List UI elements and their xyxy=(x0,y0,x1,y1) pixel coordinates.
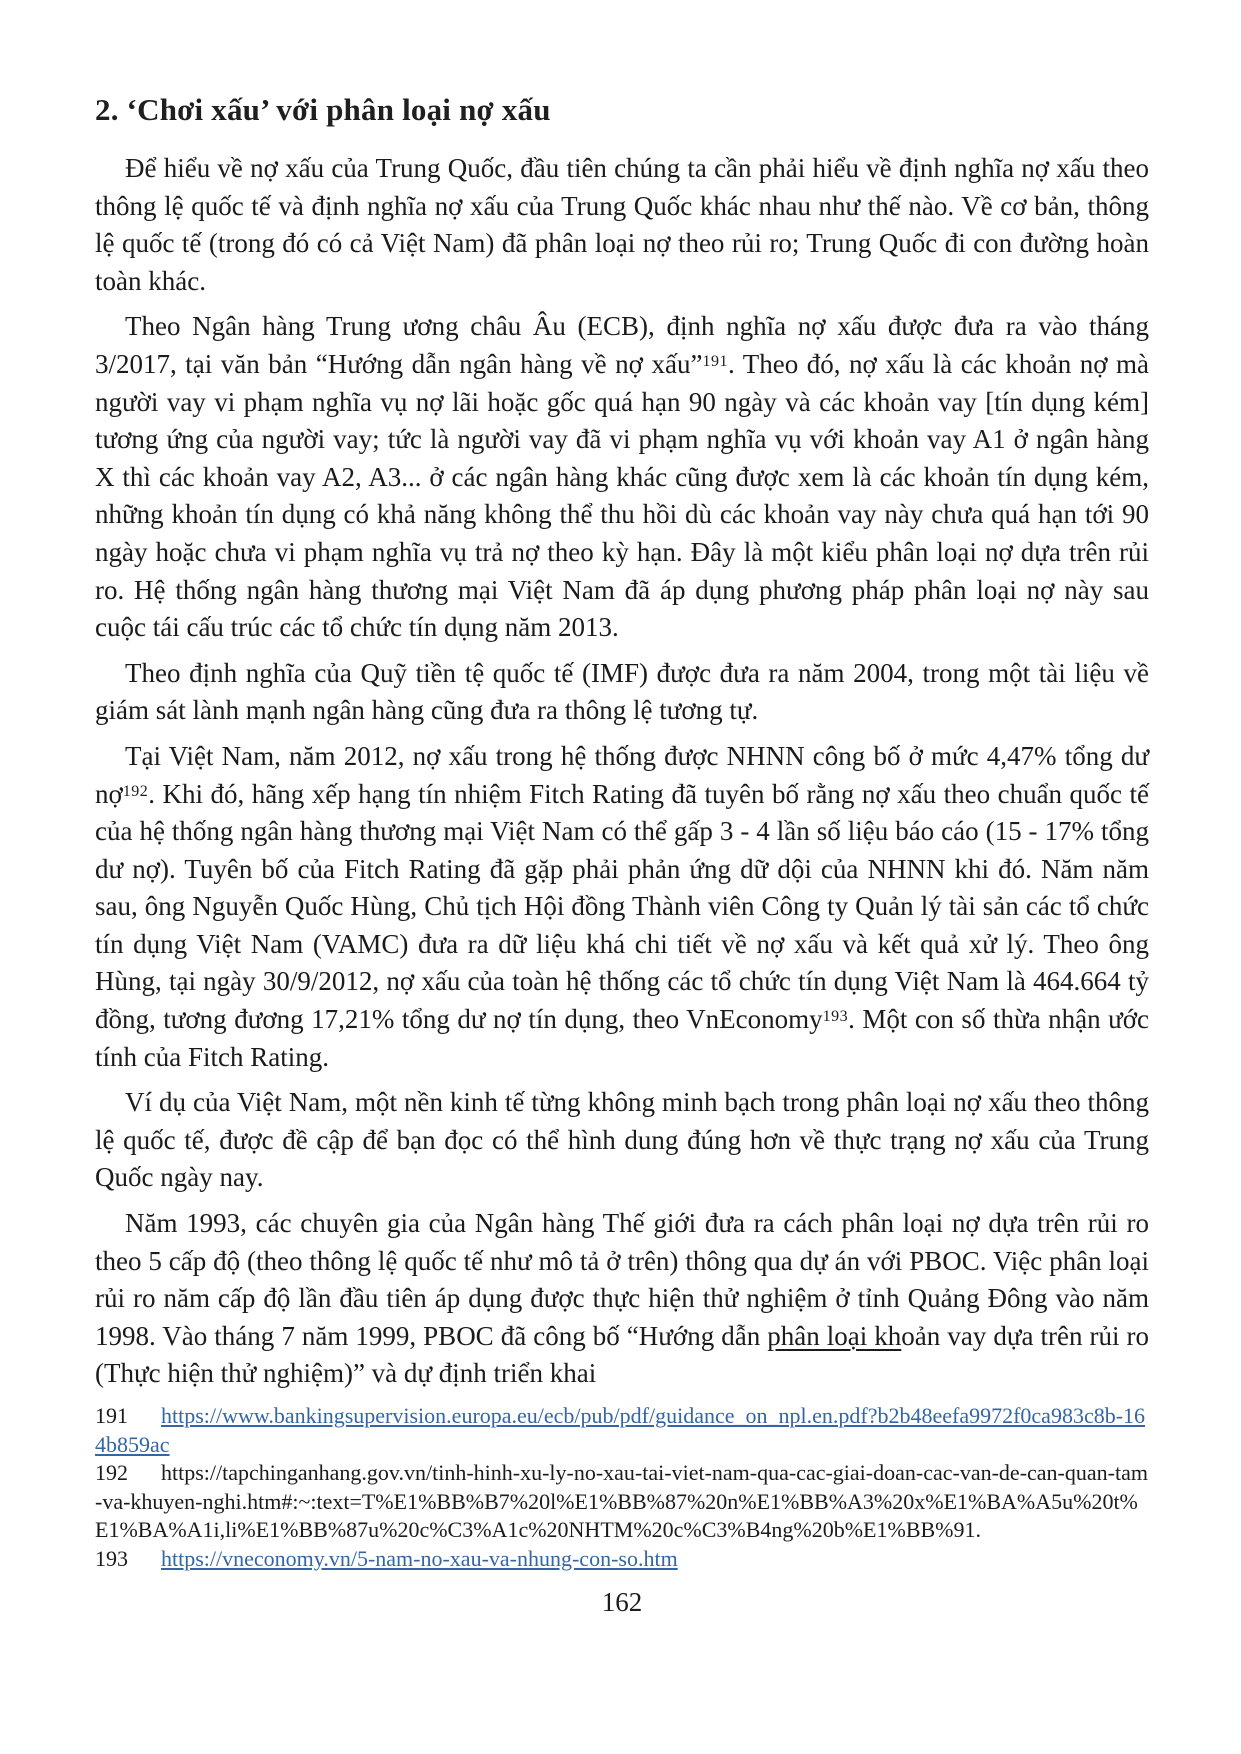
paragraph-text: Tại Việt Nam, năm 2012, nợ xấu trong hệ thống được NHNN công bố ở mức 4,47% tổng dư nợ xyxy=(95,740,1149,809)
footnotes-section xyxy=(95,1402,1149,1573)
section-heading: 2. ‘Chơi xấu’ với phân loại nợ xấu xyxy=(95,92,551,127)
footnote-number: 192 xyxy=(95,1460,128,1485)
paragraph-text: oản vay dựa trên rủi ro (Thực hiện thử nghiệm)” và dự định triển khai xyxy=(95,1320,1150,1389)
footnote-ref-193: 193 xyxy=(822,1008,849,1026)
paragraph-text: Theo định nghĩa của Quỹ tiền tệ quốc tế (IMF) được đưa ra năm 2004, trong một tài liệu về giám sát lành mạnh ngân hàng cũng đưa ra thông lệ tương tự. xyxy=(95,657,1149,726)
paragraph-text: . Khi đó, hãng xếp hạng tín nhiệm Fitch Rating đã tuyên bố rằng nợ xấu theo chuẩn quốc tế của hệ thống ngân hàng thương mại Việt Nam có thể gấp 3 - 4 lần số liệu báo cáo (15 - 17% tổng dư nợ). Tuyên bố của Fitch Rating đã gặp phải phản ứng dữ dội của NHNN khi đó. Năm năm sau, ông Nguyễn Quốc Hùng, Chủ tịch Hội đồng Thành viên Công ty Quản lý tài sản các tổ chức tín dụng Việt Nam (VAMC) đưa ra dữ liệu khá chi tiết về nợ xấu và kết quả xử lý. Theo ông Hùng, tại ngày 30/9/2012, nợ xấu của toàn hệ thống các tổ chức tín dụng Việt Nam là 464.664 tỷ đồng, tương đương 17,21% tổng dư nợ tín dụng, theo VnEconomy xyxy=(95,778,1149,1035)
paragraph xyxy=(95,1084,1149,1197)
footnote xyxy=(95,1402,1149,1459)
footnote-url-link[interactable]: https://vneconomy.vn/5-nam-no-xau-va-nhung-con-so.htm xyxy=(161,1545,678,1571)
paragraph-text: Ví dụ của Việt Nam, một nền kinh tế từng không minh bạch trong phân loại nợ xấu theo thông lệ quốc tế, được đề cập để bạn đọc có thể hình dung đúng hơn về thực trạng nợ xấu của Trung Quốc ngày nay. xyxy=(95,1087,1149,1193)
underlined-text: phân loại kh xyxy=(767,1320,902,1351)
footnote xyxy=(95,1545,1149,1574)
footnote-number: 193 xyxy=(95,1545,128,1571)
paragraph-text: . Theo đó, nợ xấu là các khoản nợ mà người vay vi phạm nghĩa vụ nợ lãi hoặc gốc quá hạn 90 ngày và các khoản vay [tín dụng kém] tương ứng của người vay; tức là người vay đã vi phạm nghĩa vụ với khoản vay A1 ở ngân hàng X thì các khoản vay A2, A3... ở các ngân hàng khác cũng được xem là các khoản tín dụng kém, những khoản tín dụng có khả năng không thể thu hồi dù các khoản vay này chưa quá hạn tới 90 ngày hoặc chưa vi phạm nghĩa vụ trả nợ theo kỳ hạn. Đây là một kiểu phân loại nợ dựa trên rủi ro. Hệ thống ngân hàng thương mại Việt Nam đã áp dụng phương pháp phân loại nợ này sau cuộc tái cấu trúc các tổ chức tín dụng năm 2013. xyxy=(95,348,1150,643)
paragraph xyxy=(95,150,1149,300)
footnote-ref-191: 191 xyxy=(702,352,728,370)
paragraph xyxy=(95,738,1149,1076)
footnote xyxy=(95,1459,1149,1545)
paragraph-text: Theo Ngân hàng Trung ương châu Âu (ECB), định nghĩa nợ xấu được đưa ra vào tháng 3/2017, tại văn bản “Hướng dẫn ngân hàng về nợ xấu” xyxy=(95,311,1149,379)
footnote-ref-192: 192 xyxy=(122,782,149,800)
footnote-url-link[interactable]: https://www.bankingsupervision.europa.eu/ecb/pub/pdf/guidance_on_npl.en.pdf?b2b48eefa9972f0ca983c8b-164b859ac xyxy=(95,1403,1146,1457)
paragraph-text: . Một con số thừa nhận ước tính của Fitch Rating. xyxy=(95,1004,1149,1072)
page-number: 162 xyxy=(601,1587,643,1617)
footnote-number: 191 xyxy=(95,1403,128,1428)
paragraph xyxy=(95,308,1149,646)
footnote-url-text: https://tapchinganhang.gov.vn/tinh-hinh-xu-ly-no-xau-tai-viet-nam-qua-cac-giai-doan-cac-van-de-can-quan-tam-va-khuyen-nghi.htm#:~:text=T%E1%BB%B7%20l%E1%BB%87%20n%E1%BB%A3%20x%E1%BA%A5u%20t%E1%BA%A1i,li%E1%BB%87u%20c%C3%A1c%20NHTM%20c%C3%B4ng%20b%E1%BB%91. xyxy=(95,1460,1148,1542)
paragraph xyxy=(95,1205,1149,1393)
paragraph-text: Năm 1993, các chuyên gia của Ngân hàng Thế giới đưa ra cách phân loại nợ dựa trên rủi ro theo 5 cấp độ (theo thông lệ quốc tế như mô tả ở trên) thông qua dự án với PBOC. Việc phân loại rủi ro năm cấp độ lần đầu tiên áp dụng được thực hiện thử nghiệm ở tỉnh Quảng Đông vào năm 1998. Vào tháng 7 năm 1999, PBOC đã công bố “Hướng dẫn xyxy=(95,1208,1149,1351)
paragraph-text: Để hiểu về nợ xấu của Trung Quốc, đầu tiên chúng ta cần phải hiểu về định nghĩa nợ xấu theo thông lệ quốc tế và định nghĩa nợ xấu của Trung Quốc khác nhau như thế nào. Về cơ bản, thông lệ quốc tế (trong đó có cả Việt Nam) đã phân loại nợ theo rủi ro; Trung Quốc đi con đường hoàn toàn khác. xyxy=(95,153,1149,296)
paragraph xyxy=(95,655,1149,730)
